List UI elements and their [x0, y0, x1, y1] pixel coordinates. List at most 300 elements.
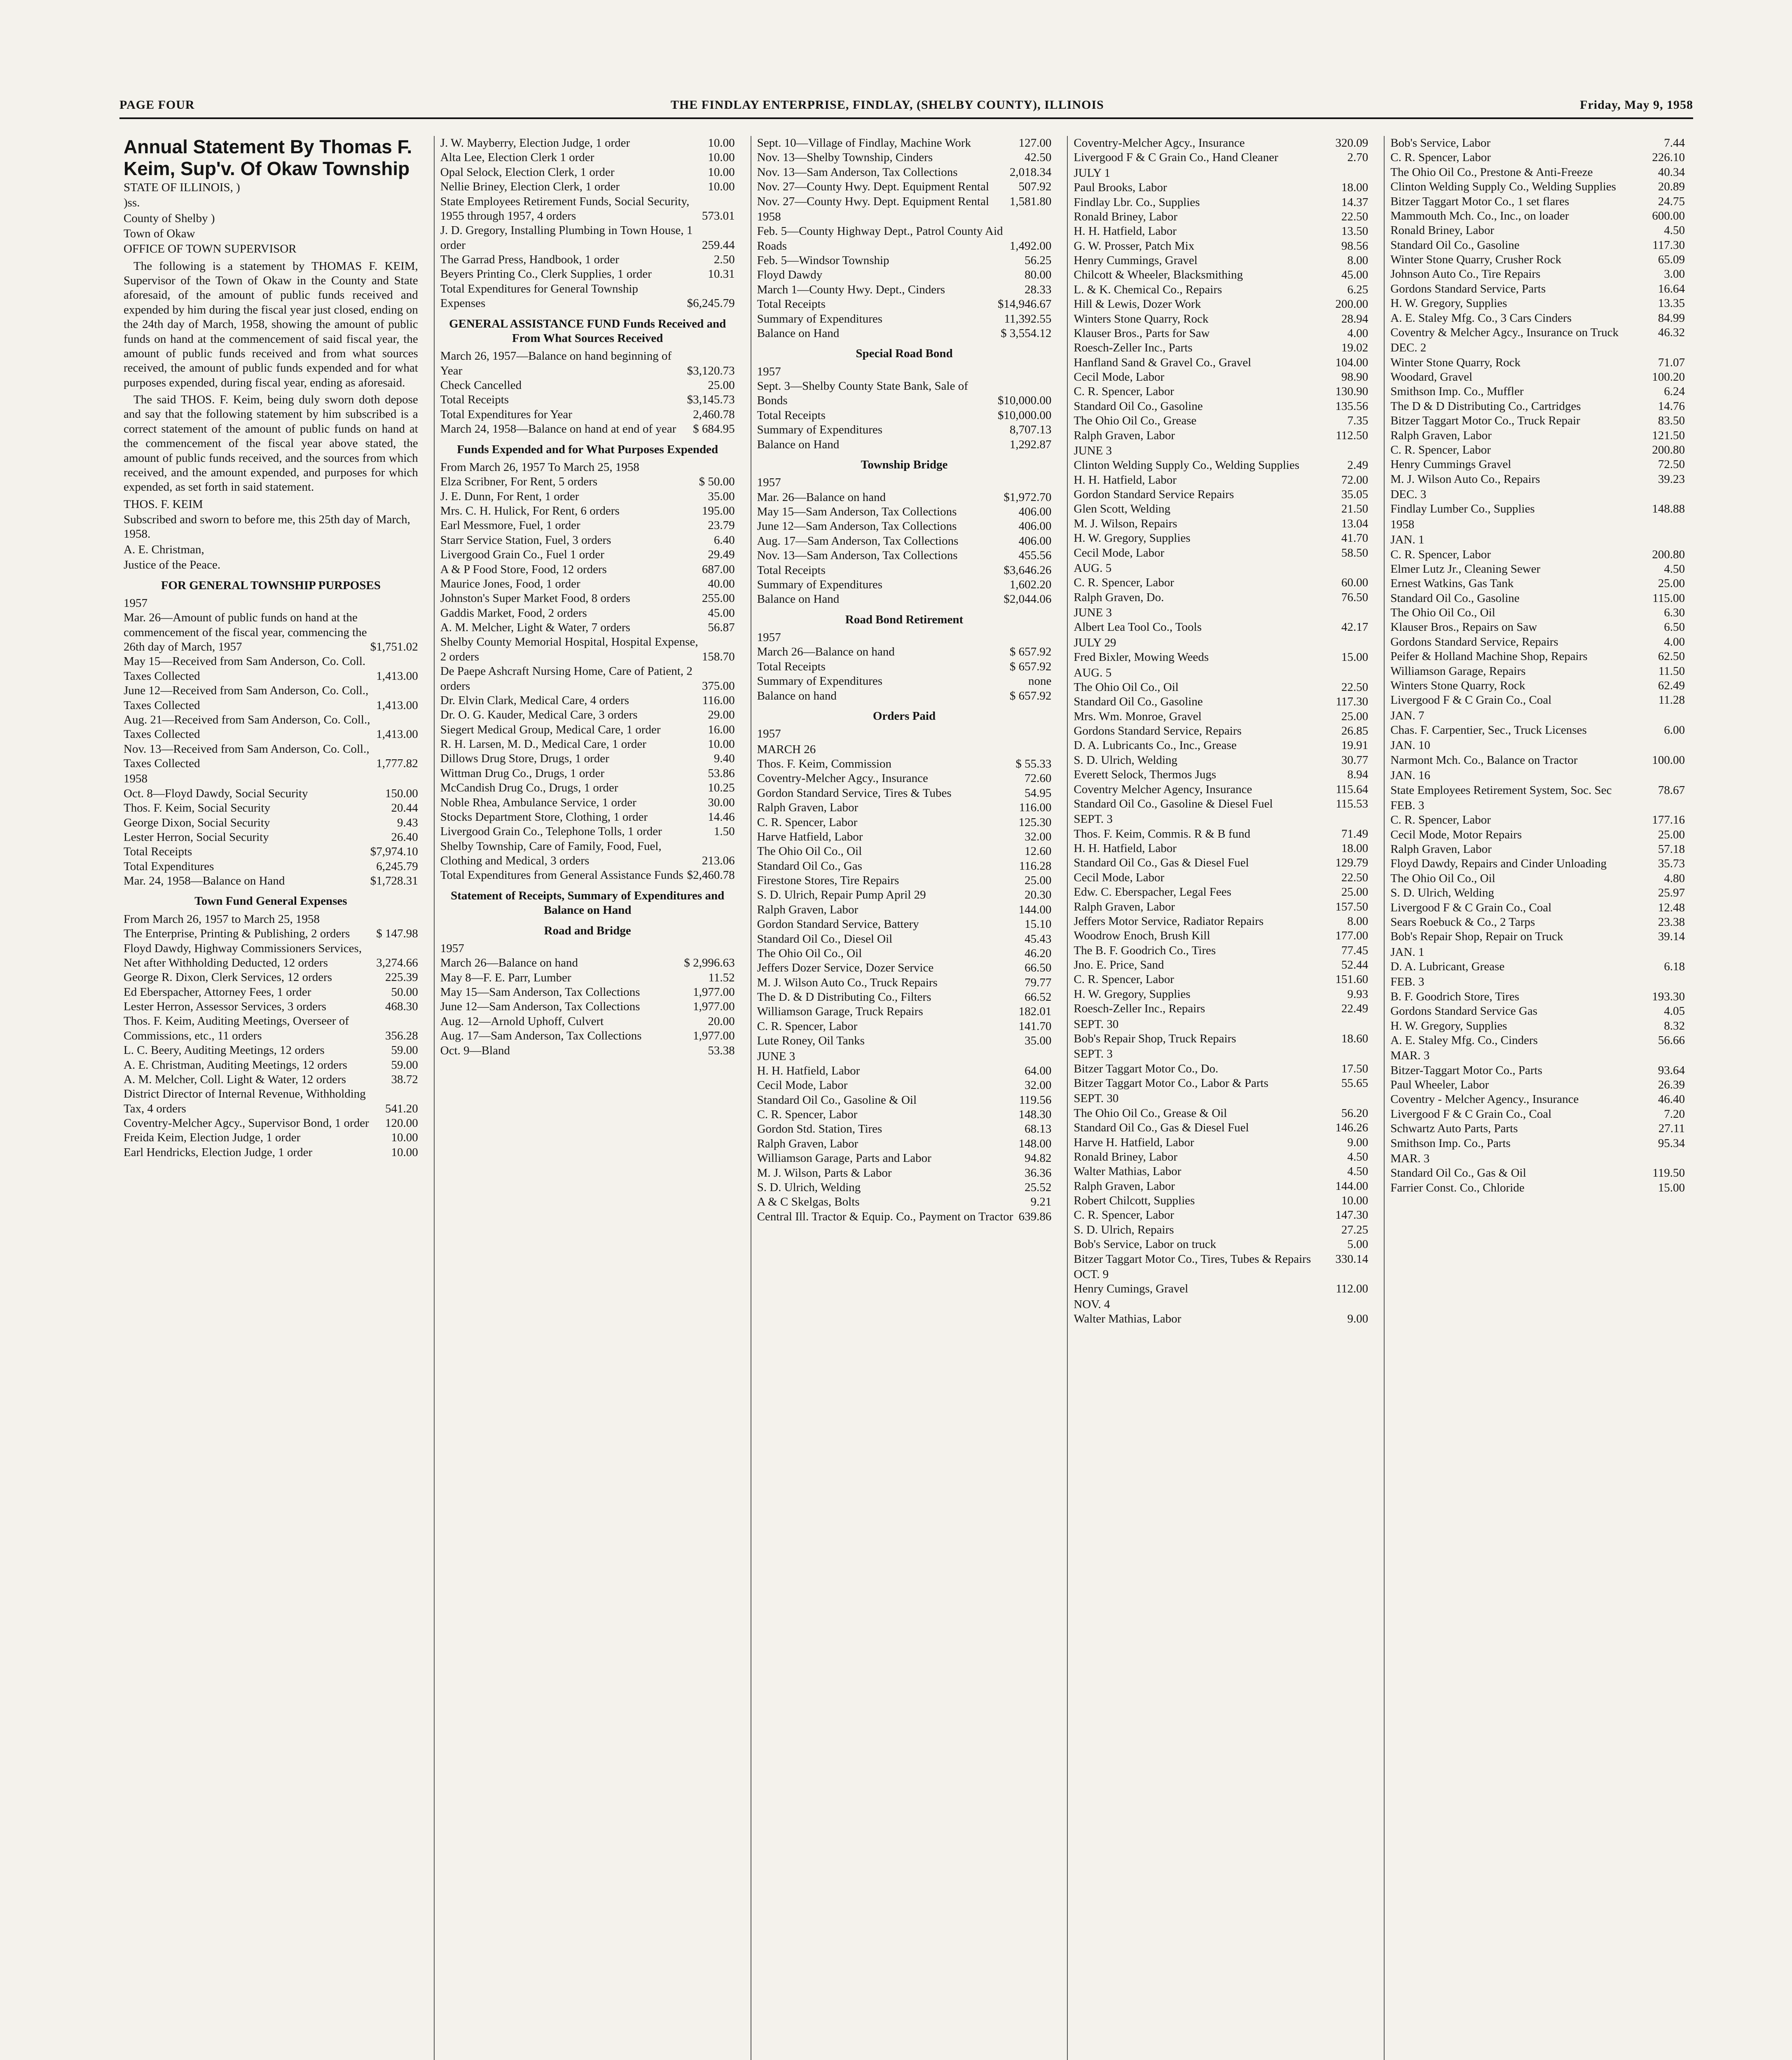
ledger-item: Ernest Watkins, Gas Tank [1390, 577, 1514, 590]
ledger-row [440, 349, 735, 378]
ledger-row [440, 606, 735, 620]
ledger-amount: 112.00 [1336, 1282, 1369, 1296]
ledger-item: C. R. Spencer, Labor [1390, 151, 1491, 164]
ledger-amount: 10.31 [708, 267, 735, 281]
ledger-row [124, 830, 418, 845]
ledger-row [757, 490, 1052, 505]
ledger-row [757, 1078, 1052, 1093]
ledger-row [1074, 987, 1368, 1002]
ledger-amount: $ 50.00 [699, 475, 735, 489]
ledger-amount: 144.00 [1335, 1179, 1369, 1193]
ledger-row [124, 874, 418, 888]
ledger-item: Henry Cumings, Gravel [1074, 1282, 1188, 1296]
ledger-row [1390, 606, 1685, 620]
ledger-item: C. R. Spencer, Labor [1390, 813, 1491, 827]
ledger-item: Livergood Grain Co., Telephone Tolls, 1 order [440, 825, 662, 838]
ledger-amount: 72.00 [1341, 473, 1369, 487]
ledger-row [757, 1210, 1052, 1224]
ledger-amount: 6.00 [1664, 723, 1685, 737]
ledger-row [757, 408, 1052, 423]
ledger-amount: 18.60 [1341, 1032, 1369, 1045]
ledger-item: Williamson Garage, Parts and Labor [757, 1152, 931, 1165]
ledger-row [1074, 1194, 1368, 1208]
ledger-amount: $10,000.00 [997, 408, 1052, 422]
ledger-amount: $ 657.92 [1009, 645, 1052, 659]
ledger-amount: $1,751.02 [370, 640, 418, 654]
ledger-row [1390, 635, 1685, 649]
ledger-row [1074, 1032, 1368, 1046]
text-line: 1958 [124, 772, 147, 786]
ledger-item: March 26—Balance on hand [757, 645, 895, 659]
ledger-item: Firestone Stores, Tire Repairs [757, 874, 899, 887]
ledger-item: The Garrad Press, Handbook, 1 order [440, 253, 619, 266]
ledger-row [1390, 457, 1685, 472]
ledger-amount: 104.00 [1335, 356, 1369, 369]
ledger-amount: 119.50 [1652, 1166, 1685, 1180]
ledger-item: Bitzer Taggart Motor Co., Do. [1074, 1062, 1219, 1075]
ledger-amount: 20.00 [708, 1014, 735, 1028]
ledger-row [440, 548, 735, 562]
text-line: JAN. 1 [1390, 533, 1425, 547]
ledger-row [757, 1019, 1052, 1034]
ledger-item: May 15—Sam Anderson, Tax Collections [757, 505, 957, 518]
ledger-row [757, 379, 1052, 408]
ledger-amount: 18.00 [1341, 842, 1369, 855]
text-line: JAN. 1 [1390, 945, 1425, 959]
ledger-amount: 59.00 [391, 1058, 418, 1072]
ledger-row [757, 903, 1052, 917]
ledger-item: Henry Cummings Gravel [1390, 458, 1511, 471]
ledger-item: Ralph Graven, Labor [1074, 1179, 1175, 1193]
ledger-row [440, 223, 735, 253]
ledger-item: Standard Oil Co., Gas & Diesel Fuel [1074, 1121, 1249, 1135]
ledger-item: J. D. Gregory, Installing Plumbing in Town House, 1 order [440, 224, 693, 252]
text-line: THOS. F. KEIM [124, 497, 203, 511]
ledger-item: Johnston's Super Market Food, 8 orders [440, 592, 630, 605]
ledger-row [1074, 224, 1368, 239]
ledger-item: Sears Roebuck & Co., 2 Tarps [1390, 915, 1535, 929]
ledger-row [440, 282, 735, 311]
ledger-amount: 157.50 [1335, 900, 1369, 913]
ledger-amount: 65.09 [1658, 253, 1685, 266]
ledger-amount: 3.00 [1664, 267, 1685, 281]
ledger-amount: 42.17 [1341, 620, 1369, 634]
ledger-amount: 98.56 [1341, 239, 1369, 253]
ledger-amount: 60.00 [1341, 576, 1369, 590]
ledger-item: Bitzer Taggart Motor Co., Labor & Parts [1074, 1077, 1269, 1090]
ledger-item: Nov. 27—County Hwy. Dept. Equipment Rental [757, 194, 989, 208]
ledger-item: Dr. O. G. Kauder, Medical Care, 3 orders [440, 708, 638, 722]
ledger-amount: 13.35 [1658, 297, 1685, 310]
ledger-item: Feb. 5—County Highway Dept., Patrol County Aid Roads [757, 225, 1003, 253]
ledger-amount: 30.77 [1341, 753, 1369, 767]
ledger-item: Summary of Expenditures [757, 312, 883, 325]
ledger-item: The Ohio Oil Co., Oil [757, 845, 862, 858]
ledger-item: Findlay Lumber Co., Supplies [1390, 502, 1535, 516]
column-3 [751, 136, 1052, 2060]
ledger-amount: 15.00 [1341, 651, 1369, 664]
text-line: JAN. 10 [1390, 739, 1430, 752]
ledger-row [124, 985, 418, 1000]
ledger-row [1390, 370, 1685, 384]
ledger-item: L. & K. Chemical Co., Repairs [1074, 283, 1222, 296]
ledger-item: S. D. Ulrich, Repairs [1074, 1223, 1174, 1236]
text-line: 1957 [757, 476, 781, 489]
ledger-amount: 4.80 [1664, 871, 1685, 885]
ledger-row [757, 1064, 1052, 1078]
ledger-row [1390, 150, 1685, 165]
ledger-amount: 200.80 [1652, 548, 1685, 561]
ledger-row [440, 1014, 735, 1029]
ledger-row [1074, 384, 1368, 399]
section-heading: Road Bond Retirement [845, 613, 964, 626]
ledger-item: Shelby County Memorial Hospital, Hospital Expense, 2 orders [440, 635, 698, 663]
ledger-row [1074, 914, 1368, 929]
ledger-row [1390, 813, 1685, 827]
column-1 [124, 136, 418, 2060]
ledger-item: The B. F. Goodrich Co., Tires [1074, 943, 1216, 957]
ledger-amount: 59.00 [391, 1044, 418, 1057]
ledger-row [1074, 827, 1368, 841]
ledger-amount: $3,145.73 [687, 393, 735, 407]
ledger-item: C. R. Spencer, Labor [1390, 548, 1491, 561]
ledger-amount: 29.00 [708, 708, 735, 722]
ledger-amount: 150.00 [385, 787, 418, 800]
ledger-row [1390, 871, 1685, 886]
ledger-row [1390, 267, 1685, 281]
ledger-row [757, 990, 1052, 1004]
ledger-item: Bitzer Taggart Motor Co., Tires, Tubes & Repairs [1074, 1252, 1311, 1266]
ledger-amount: 98.90 [1341, 370, 1369, 384]
ledger-row [757, 873, 1052, 888]
ledger-row [1390, 165, 1685, 180]
ledger-amount: 2.50 [714, 253, 735, 266]
ledger-amount: 28.33 [1025, 283, 1052, 296]
text-line: JUNE 3 [1074, 444, 1112, 457]
ledger-amount: 26.85 [1341, 724, 1369, 737]
ledger-item: H. H. Hatfield, Labor [757, 1064, 860, 1077]
ledger-amount: 18.00 [1341, 181, 1369, 194]
ledger-amount: 507.92 [1018, 180, 1052, 194]
ledger-amount: 1,777.82 [376, 757, 418, 770]
ledger-item: Total Expenditures for General Township Expenses [440, 282, 639, 310]
section-heading: Statement of Receipts, Summary of Expenditures and Balance on Hand [451, 889, 725, 917]
ledger-amount: $ 657.92 [1009, 660, 1052, 673]
ledger-item: Mrs. C. H. Hulick, For Rent, 6 orders [440, 504, 620, 517]
ledger-item: Balance on hand [757, 689, 837, 702]
ledger-amount: 10.00 [708, 737, 735, 751]
ledger-item: L. C. Beery, Auditing Meetings, 12 orders [124, 1044, 325, 1057]
ledger-item: Walter Mathias, Labor [1074, 1312, 1181, 1325]
ledger-item: Nov. 13—Received from Sam Anderson, Co. Coll., Taxes Collected [124, 742, 370, 770]
ledger-row [440, 475, 735, 489]
ledger-item: Robert Chilcott, Supplies [1074, 1194, 1195, 1207]
ledger-row [757, 674, 1052, 688]
ledger-row [1390, 414, 1685, 428]
text-line: OCT. 9 [1074, 1267, 1109, 1281]
ledger-item: Earl Messmore, Fuel, 1 order [440, 519, 580, 532]
ledger-amount: 115.00 [1652, 591, 1685, 605]
ledger-item: Ronald Briney, Labor [1074, 210, 1178, 223]
text-line: OFFICE OF TOWN SUPERVISOR [124, 242, 297, 256]
ledger-row [1074, 782, 1368, 797]
ledger-amount: 32.00 [1025, 1079, 1052, 1092]
ledger-item: H. W. Gregory, Supplies [1390, 297, 1507, 310]
ledger-item: Gordons Standard Service, Repairs [1074, 724, 1242, 737]
ledger-item: Standard Oil Co., Gasoline [1074, 695, 1203, 709]
ledger-amount: 27.11 [1658, 1122, 1685, 1135]
ledger-row [1074, 1252, 1368, 1266]
ledger-item: Fred Bixler, Mowing Weeds [1074, 651, 1209, 664]
ledger-amount: 25.00 [708, 379, 735, 392]
ledger-item: Feb. 5—Windsor Township [757, 254, 889, 267]
ledger-amount: 46.32 [1658, 325, 1685, 339]
ledger-amount: 35.00 [1025, 1034, 1052, 1048]
ledger-amount: 20.44 [391, 801, 418, 815]
ledger-item: Coventry & Melcher Agcy., Insurance on Truck [1390, 325, 1619, 339]
ledger-item: Mammouth Mch. Co., Inc., on loader [1390, 209, 1569, 222]
ledger-amount: 158.70 [702, 650, 735, 663]
ledger-item: Coventry-Melcher Agcy., Supervisor Bond, 1 order [124, 1117, 369, 1130]
ledger-amount: 10.00 [708, 180, 735, 194]
ledger-row [440, 956, 735, 970]
section-heading: Road and Bridge [544, 924, 631, 937]
text-line: NOV. 4 [1074, 1297, 1110, 1311]
ledger-amount: 121.50 [1652, 428, 1685, 442]
ledger-row [1390, 282, 1685, 296]
ledger-row [757, 1122, 1052, 1136]
ledger-amount: 22.49 [1341, 1002, 1369, 1016]
ledger-amount: 20.30 [1025, 888, 1052, 902]
ledger-amount: 66.50 [1025, 961, 1052, 975]
ledger-amount: 14.76 [1658, 399, 1685, 413]
text-line: SEPT. 3 [1074, 1047, 1113, 1061]
ledger-amount: 177.00 [1335, 929, 1369, 943]
ledger-row [1390, 753, 1685, 768]
ledger-row [1390, 1166, 1685, 1180]
ledger-amount: 93.64 [1658, 1063, 1685, 1077]
ledger-item: A. E. Christman, Auditing Meetings, 12 orders [124, 1058, 347, 1072]
ledger-row [124, 1000, 418, 1014]
ledger-row [440, 708, 735, 722]
text-line: JULY 29 [1074, 636, 1116, 649]
ledger-row [440, 378, 735, 393]
ledger-item: Jno. E. Price, Sand [1074, 958, 1164, 971]
ledger-row [1074, 650, 1368, 665]
ledger-amount: 54.95 [1025, 786, 1052, 800]
ledger-amount: 17.50 [1341, 1062, 1369, 1075]
ledger-row [1074, 929, 1368, 943]
ledger-item: State Employees Retirement System, Soc. Sec [1390, 783, 1612, 797]
text-line: 1957 [757, 727, 781, 741]
text-line: FEB. 3 [1390, 798, 1425, 812]
ledger-amount: 1,581.80 [1009, 194, 1052, 208]
ledger-item: Everett Selock, Thermos Jugs [1074, 768, 1217, 782]
ledger-amount: 27.25 [1341, 1223, 1369, 1236]
ledger-amount: 72.60 [1025, 772, 1052, 785]
ledger-item: Siegert Medical Group, Medical Care, 1 order [440, 723, 661, 736]
ledger-row [124, 684, 418, 713]
ledger-row [1074, 1208, 1368, 1222]
ledger-row [124, 845, 418, 859]
ledger-item: H. W. Gregory, Supplies [1074, 987, 1191, 1001]
ledger-row [757, 423, 1052, 437]
ledger-item: J. E. Dunn, For Rent, 1 order [440, 489, 579, 503]
ledger-amount: 64.00 [1025, 1064, 1052, 1077]
ledger-amount: 6.25 [1347, 283, 1369, 296]
text-line: STATE OF ILLINOIS, ) [124, 180, 240, 194]
ledger-row [1074, 546, 1368, 560]
ledger-amount: $ 3,554.12 [1001, 326, 1052, 340]
ledger-row [1390, 649, 1685, 664]
ledger-item: B. F. Goodrich Store, Tires [1390, 990, 1519, 1003]
ledger-row [757, 194, 1052, 209]
ledger-item: Standard Oil Co., Gasoline & Diesel Fuel [1074, 797, 1273, 810]
ledger-row [1074, 620, 1368, 634]
ledger-row [1074, 1164, 1368, 1179]
ledger-item: District Director of Internal Revenue, Withholding Tax, 4 orders [124, 1087, 366, 1115]
ledger-item: Hanfland Sand & Gravel Co., Gravel [1074, 356, 1252, 369]
ledger-amount: 406.00 [1018, 520, 1052, 533]
ledger-row [1074, 1282, 1368, 1296]
ledger-item: Sept. 10—Village of Findlay, Machine Work [757, 136, 971, 150]
ledger-item: H. H. Hatfield, Labor [1074, 225, 1177, 238]
ledger-amount: 56.66 [1658, 1033, 1685, 1047]
ledger-amount: $ 147.98 [376, 927, 418, 941]
ledger-row [440, 407, 735, 422]
ledger-row [757, 1195, 1052, 1209]
ledger-amount: 259.44 [702, 238, 735, 252]
ledger-row [1390, 723, 1685, 737]
ledger-item: George R. Dixon, Clerk Services, 12 orders [124, 971, 332, 984]
ledger-item: Floyd Dawdy, Highway Commissioners Services, Net after Withholding Deducted, 12 orders [124, 941, 362, 969]
ledger-amount: 22.50 [1341, 680, 1369, 694]
ledger-amount: 10.00 [391, 1145, 418, 1159]
ledger-row [1390, 428, 1685, 443]
ledger-item: Aug. 17—Sam Anderson, Tax Collections [757, 534, 959, 548]
ledger-amount: 116.00 [1019, 801, 1052, 815]
ledger-row [1074, 753, 1368, 768]
section-heading: Funds Expended and for What Purposes Expended [457, 442, 718, 456]
ledger-item: Thos. F. Keim, Social Security [124, 801, 271, 815]
ledger-item: Aug. 12—Arnold Uphoff, Culvert [440, 1014, 604, 1028]
ledger-row [1074, 797, 1368, 811]
ledger-amount: 23.38 [1658, 915, 1685, 929]
ledger-item: Standard Oil Co., Gasoline [1074, 399, 1203, 413]
ledger-row [1074, 724, 1368, 738]
ledger-item: Wittman Drug Co., Drugs, 1 order [440, 766, 605, 780]
ledger-item: Standard Oil Co., Gasoline & Oil [757, 1093, 917, 1107]
ledger-item: Smithson Imp. Co., Parts [1390, 1136, 1511, 1150]
ledger-row [440, 504, 735, 518]
ledger-item: Ralph Graven, Labor [1074, 900, 1175, 913]
text-line: Justice of the Peace. [124, 558, 221, 572]
ledger-amount: 148.30 [1018, 1108, 1052, 1121]
ledger-row [1390, 828, 1685, 842]
ledger-item: Floyd Dawdy, Repairs and Cinder Unloading [1390, 857, 1607, 871]
ledger-amount: 36.36 [1025, 1166, 1052, 1180]
ledger-item: Williamson Garage, Truck Repairs [757, 1005, 923, 1018]
ledger-row [1074, 1106, 1368, 1121]
ledger-item: Elmer Lutz Jr., Cleaning Sewer [1390, 562, 1541, 576]
text-line: SEPT. 30 [1074, 1017, 1119, 1031]
ledger-item: Ralph Graven, Do. [1074, 590, 1164, 604]
ledger-row [1390, 1063, 1685, 1078]
ledger-amount: 125.30 [1018, 815, 1052, 829]
ledger-item: Livergood F & C Grain Co., Coal [1390, 1107, 1552, 1121]
ledger-amount: 177.16 [1652, 813, 1685, 827]
ledger-item: Bitzer Taggart Motor Co., 1 set flares [1390, 194, 1570, 208]
ledger-amount: 78.67 [1658, 783, 1685, 797]
ledger-amount: 182.01 [1018, 1005, 1052, 1018]
ledger-row [757, 534, 1052, 548]
text-line: JAN. 16 [1390, 769, 1430, 782]
ledger-amount: 56.20 [1341, 1106, 1369, 1120]
ledger-item: Ronald Briney, Labor [1074, 1150, 1178, 1163]
ledger-row [757, 932, 1052, 946]
column-2 [434, 136, 735, 2060]
ledger-item: Cecil Mode, Labor [1074, 871, 1165, 884]
text-line: 1958 [1390, 517, 1415, 531]
ledger-item: Henry Cummings, Gravel [1074, 254, 1198, 267]
ledger-item: Nov. 27—County Hwy. Dept. Equipment Rental [757, 180, 989, 194]
ledger-row [1390, 1078, 1685, 1092]
ledger-row [1390, 1136, 1685, 1151]
ledger-amount: 8.00 [1347, 914, 1369, 928]
ledger-amount: 19.02 [1341, 341, 1369, 355]
ledger-amount: 16.64 [1658, 282, 1685, 295]
ledger-row [1074, 1062, 1368, 1076]
ledger-item: Sept. 3—Shelby County State Bank, Sale of Bonds [757, 379, 968, 407]
ledger-row [1074, 1135, 1368, 1150]
ledger-amount: 375.00 [702, 679, 735, 693]
ledger-amount: 12.48 [1658, 901, 1685, 914]
ledger-row [124, 654, 418, 684]
ledger-item: Summary of Expenditures [757, 578, 883, 591]
ledger-row [757, 917, 1052, 932]
ledger-amount: 53.86 [708, 766, 735, 780]
text-line: 1957 [757, 365, 781, 378]
ledger-row [757, 888, 1052, 902]
ledger-row [1074, 1150, 1368, 1164]
ledger-item: Total Receipts [757, 408, 826, 422]
ledger-row [1074, 253, 1368, 268]
ledger-row [1074, 210, 1368, 224]
ledger-row [1074, 1121, 1368, 1135]
ledger-amount: $1,728.31 [370, 874, 418, 888]
ledger-amount: 9.43 [397, 816, 418, 829]
ledger-row [124, 970, 418, 985]
ledger-amount: 406.00 [1018, 505, 1052, 518]
ledger-item: De Paepe Ashcraft Nursing Home, Care of Patient, 2 orders [440, 665, 692, 693]
ledger-row [1390, 842, 1685, 857]
ledger-row [440, 824, 735, 839]
ledger-item: Ralph Graven, Labor [1390, 428, 1492, 442]
ledger-amount: 38.72 [391, 1072, 418, 1086]
ledger-row [757, 771, 1052, 786]
ledger-row [1074, 341, 1368, 355]
ledger-row [440, 267, 735, 281]
ledger-amount: 144.00 [1018, 903, 1052, 916]
ledger-item: Total Receipts [757, 660, 826, 673]
ledger-row [1390, 1004, 1685, 1018]
ledger-row [1074, 1237, 1368, 1252]
ledger-amount: $1,972.70 [1004, 490, 1052, 504]
ledger-row [1074, 590, 1368, 605]
ledger-item: Standard Oil Co., Diesel Oil [757, 932, 893, 946]
ledger-item: Schwartz Auto Parts, Parts [1390, 1122, 1518, 1135]
ledger-row [757, 844, 1052, 859]
